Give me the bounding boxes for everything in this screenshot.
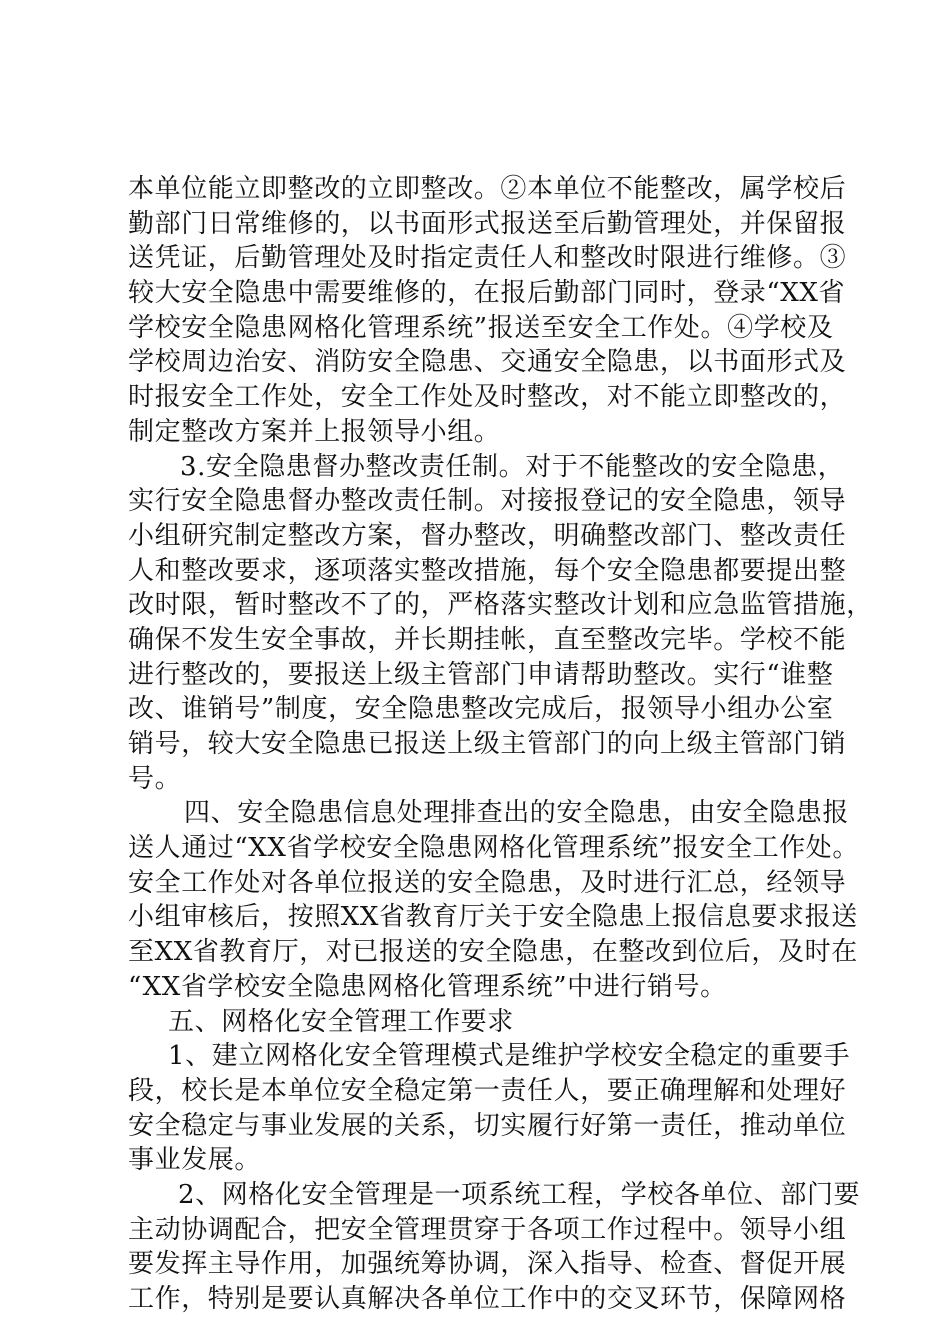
paragraph-line: 小组研究制定整改方案，督办整改，明确整改部门、整改责任: [128, 520, 847, 551]
paragraph-line: 安全稳定与事业发展的关系，切实履行好第一责任，推动单位: [128, 1110, 847, 1141]
paragraph-line: 学校安全隐患网格化管理系统”报送至安全工作处。④学校及: [128, 312, 834, 343]
paragraph-line: “XX省学校安全隐患网格化管理系统”中进行销号。: [128, 971, 727, 1002]
paragraph-line: 销号，较大安全隐患已报送上级主管部门的向上级主管部门销: [128, 729, 847, 759]
paragraph-line: 事业发展。: [128, 1145, 262, 1176]
paragraph-line: 送凭证，后勤管理处及时指定责任人和整改时限进行维修。③: [128, 243, 847, 274]
paragraph-line: 1、建立网格化安全管理模式是维护学校安全稳定的重要手: [168, 1041, 851, 1072]
paragraph-line: 小组审核后，按照XX省教育厅关于安全隐患上报信息要求报送: [128, 902, 858, 933]
section-heading: 五、网格化安全管理工作要求: [168, 1006, 514, 1037]
paragraph-line: 改时限，暂时整改不了的，严格落实整改计划和应急监管措施，: [128, 590, 873, 621]
paragraph-line: 工作，特别是要认真解决各单位工作中的交叉环节，保障网格: [128, 1284, 847, 1314]
paragraph-line: 时报安全工作处，安全工作处及时整改，对不能立即整改的，: [128, 382, 847, 413]
paragraph-line: 2、网格化安全管理是一项系统工程，学校各单位、部门要: [178, 1179, 861, 1210]
paragraph-line: 制定整改方案并上报领导小组。: [128, 416, 501, 447]
paragraph-line: 段，校长是本单位安全稳定第一责任人，要正确理解和处理好: [128, 1075, 847, 1106]
paragraph-line: 确保不发生安全事故，并长期挂帐，直至整改完毕。学校不能: [128, 624, 847, 655]
paragraph-line: 较大安全隐患中需要维修的，在报后勤部门同时，登录“XX省: [128, 278, 846, 309]
document-body: [128, 172, 873, 1317]
paragraph-line: 勤部门日常维修的，以书面形式报送至后勤管理处，并保留报: [128, 208, 847, 239]
paragraph-line: 送人通过“XX省学校安全隐患网格化管理系统”报安全工作处。: [128, 833, 860, 864]
paragraph-line: 实行安全隐患督办整改责任制。对接报登记的安全隐患，领导: [128, 486, 847, 517]
paragraph-line: 安全工作处对各单位报送的安全隐患，及时进行汇总，经领导: [128, 867, 847, 898]
paragraph-line: 本单位能立即整改的立即整改。②本单位不能整改，属学校后: [128, 174, 847, 204]
paragraph-line: 人和整改要求，逐项落实整改措施，每个安全隐患都要提出整: [128, 555, 847, 586]
paragraph-line: 至XX省教育厅，对已报送的安全隐患，在整改到位后，及时在: [128, 937, 858, 968]
paragraph-line: 号。: [128, 763, 182, 794]
paragraph-line: 改、谁销号”制度，安全隐患整改完成后，报领导小组办公室: [128, 694, 834, 725]
paragraph-line: 进行整改的，要报送上级主管部门申请帮助整改。实行“谁整: [128, 659, 834, 690]
paragraph-line: 3.安全隐患督办整改责任制。对于不能整改的安全隐患，: [180, 451, 845, 482]
paragraph-line: 学校周边治安、消防安全隐患、交通安全隐患，以书面形式及: [128, 347, 847, 378]
paragraph-line: 主动协调配合，把安全管理贯穿于各项工作过程中。领导小组: [128, 1214, 847, 1245]
paragraph-line: 要发挥主导作用，加强统筹协调，深入指导、检查、督促开展: [128, 1249, 847, 1280]
section-heading-line: 四、安全隐患信息处理排查出的安全隐患，由安全隐患报: [184, 798, 850, 829]
